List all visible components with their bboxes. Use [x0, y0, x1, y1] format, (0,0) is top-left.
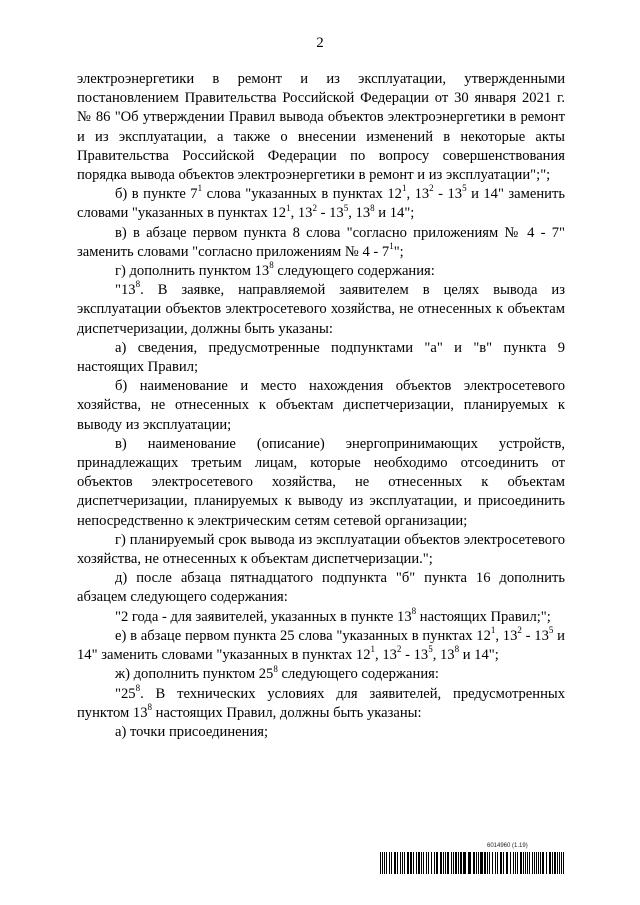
paragraph-item-g: г) дополнить пунктом $13^8$ следующего содержания: [115, 260, 435, 280]
paragraph-quote-2-years: "2 года - для заявителей, указанных в пункте $13^8$ настоящих Правил;"; [115, 605, 551, 625]
paragraph-item-v: в) в абзаце первом пункта 8 слова "согласно приложениям № 4 - 7" заменить словами "согласно приложениям № $4 - 7^1$"; [77, 224, 565, 260]
paragraph-subitem-g: г) планируемый срок вывода из эксплуатации объектов электросетевого хозяйства, не отнесенных к объектам диспетчеризации."; [77, 531, 565, 568]
page-number: 2 [316, 35, 324, 51]
paragraph-item-e: е) в абзаце первом пункта 25 слова "указанных в пунктах $12^1$, $13^2 - 13^5$ и 14" заменить словами "указанных в пунктах $12^1$, $13^2 - 13^5$, $13^8$ и 14"; [77, 625, 565, 664]
barcode-image [380, 852, 566, 874]
paragraph: электроэнергетики в ремонт и из эксплуатации, утвержденными постановлением Правительства Российской Федерации от 30 января 2021 г. № 86 "Об утверждении Правил вывода объектов электроэнергетики в ремонт и из эксплуатации, а также о внесении изменений в некоторые акты Правительства Российской Федерации по вопросу совершенствования порядка вывода объектов электроэнергетики в ремонт и из эксплуатации";"; [77, 71, 565, 184]
paragraph-item-zh: ж) дополнить пунктом $25^8$ следующего содержания: [115, 663, 439, 683]
paragraph-subitem-a-points: а) точки присоединения; [115, 723, 269, 740]
paragraph-item-b: б) в пункте $7^1$ слова "указанных в пунктах $12^1$, $13^2 - 13^5$ и 14" заменить словами "указанных в пунктах $12^1$, $13^2 - 13^5$, $13^8$ и 14"; [77, 183, 566, 222]
paragraph-subitem-a: а) сведения, предусмотренные подпунктами "а" и "в" пункта 9 настоящих Правил; [77, 339, 565, 376]
barcode-label: 6014960 (1.19) [487, 843, 528, 849]
paragraph-item-d: д) после абзаца пятнадцатого подпункта "б" пункта 16 дополнить абзацем следующего содержания: [77, 570, 565, 606]
paragraph-clause-25-8: "$25^8$. В технических условиях для заявителей, предусмотренных пунктом $13^8$ настоящих Правил, должны быть указаны: [77, 682, 565, 721]
document-body [77, 70, 565, 742]
paragraph-subitem-v: в) наименование (описание) энергопринимающих устройств, принадлежащих третьим лицам, которые необходимо отсоединить от объектов электросетевого хозяйства, не отнесенных к объектам диспетчеризации, планируемых к выводу из эксплуатации, и присоединить непосредственно к электрическим сетям сетевой организации; [77, 435, 565, 529]
paragraph-subitem-b: б) наименование и место нахождения объектов электросетевого хозяйства, не отнесенных к объектам диспетчеризации, планируемых к выводу из эксплуатации; [77, 378, 565, 433]
paragraph-clause-13-8: "$13^8$. В заявке, направляемой заявителем в целях вывода из эксплуатации объектов электросетевого хозяйства, не отнесенных к объектам диспетчеризации, должны быть указаны: [77, 279, 565, 337]
